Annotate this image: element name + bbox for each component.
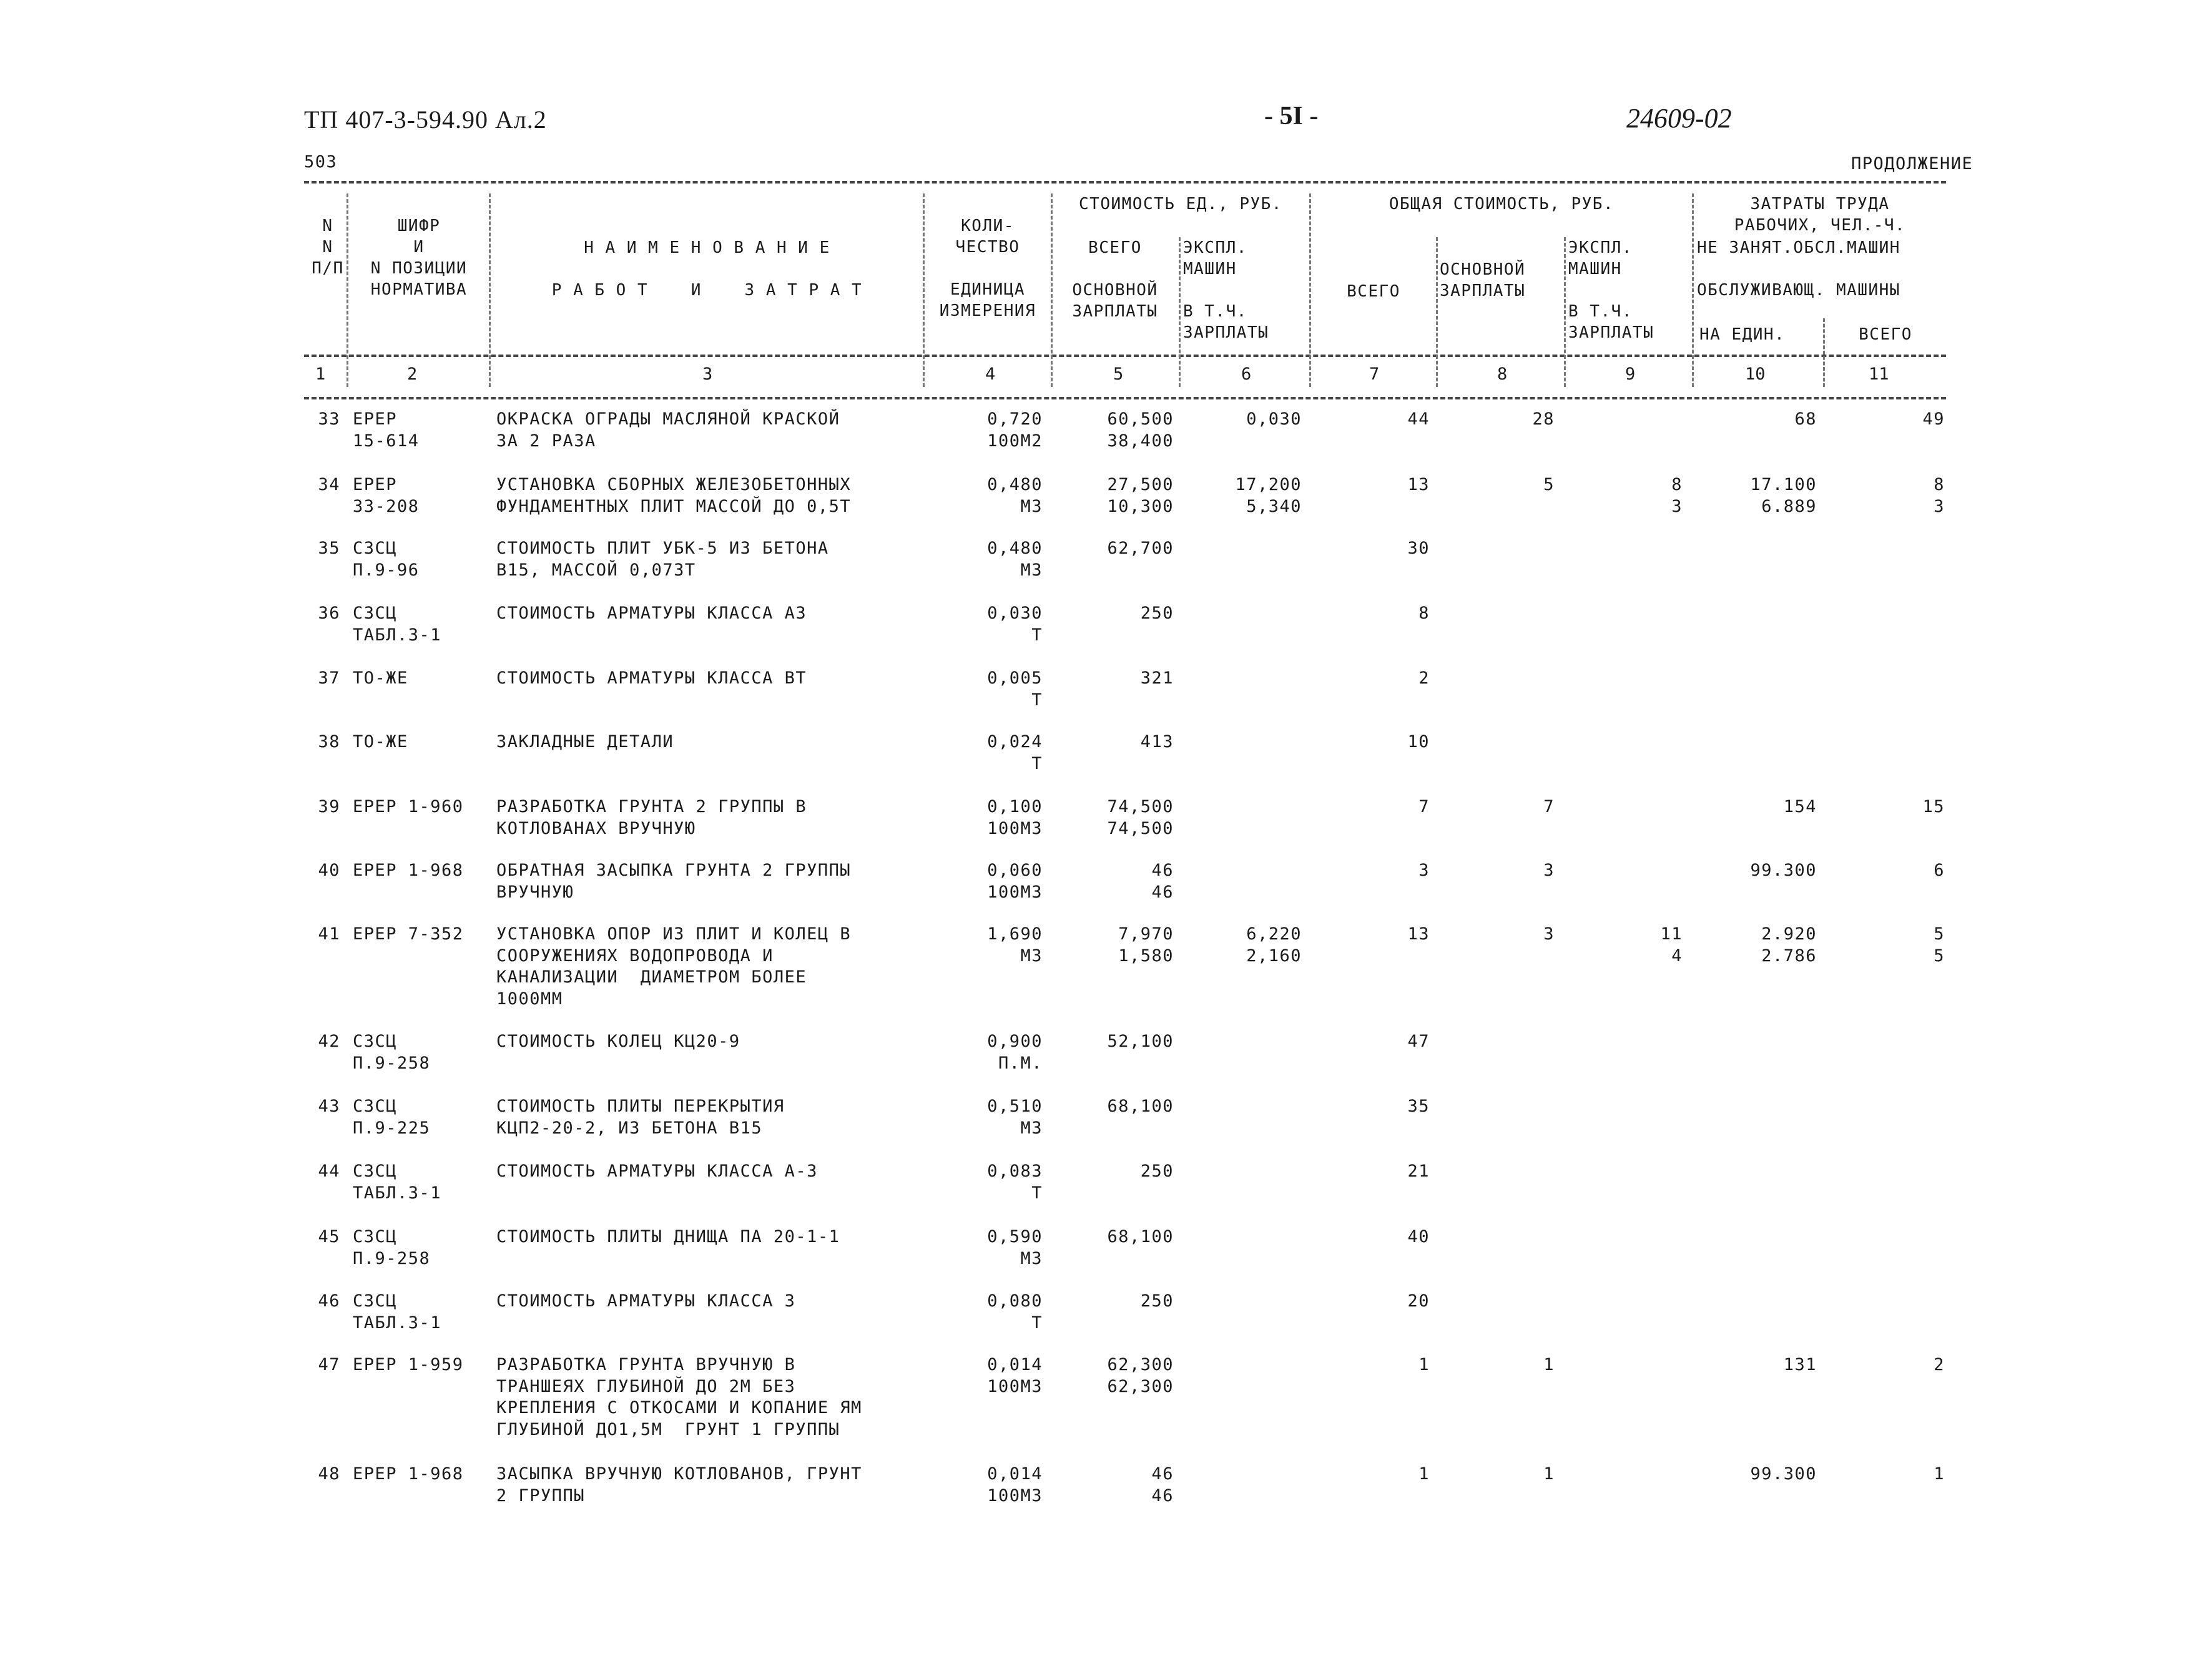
unit-cost-total: 68,100 (1107, 1097, 1174, 1116)
norm-code: ТО-ЖЕ (353, 668, 408, 688)
unit-cost-total: 27,500 10,300 (1107, 475, 1174, 516)
norm-code: ЕРЕР 33-208 (353, 475, 420, 516)
norm-code: СЗСЦ П.9-225 (353, 1097, 431, 1138)
unit-cost-total: 46 46 (1151, 1464, 1174, 1505)
row-number: 43 (318, 1097, 340, 1116)
quantity-unit: 0,060 100М3 (987, 861, 1043, 902)
work-name: УСТАНОВКА ОПОР ИЗ ПЛИТ И КОЛЕЦ В СООРУЖЕНИЯХ ВОДОПРОВОДА И КАНАЛИЗАЦИИ ДИАМЕТРОМ БОЛЕЕ 1000ММ (496, 924, 852, 1009)
labor-total: 15 (1922, 797, 1945, 816)
work-name: СТОИМОСТЬ АРМАТУРЫ КЛАССА А-3 (496, 1162, 818, 1181)
table-top-rule (304, 181, 1946, 184)
total-base-salary: 7 (1543, 797, 1555, 816)
quantity-unit: 0,900 П.М. (987, 1032, 1043, 1073)
unit-cost-total: 7,970 1,580 (1118, 924, 1174, 966)
total-cost: 10 (1407, 732, 1430, 751)
total-cost: 3 (1418, 861, 1430, 880)
unit-cost-total: 250 (1140, 1162, 1174, 1181)
labor-total: 5 5 (1934, 924, 1945, 966)
work-name: ЗАКЛАДНЫЕ ДЕТАЛИ (496, 732, 674, 751)
total-base-salary: 3 (1543, 861, 1555, 880)
unit-cost-total: 46 46 (1151, 861, 1174, 902)
row-number: 39 (318, 797, 340, 816)
quantity-unit: 0,030 Т (987, 604, 1043, 645)
total-machines: 8 3 (1671, 475, 1683, 516)
labor-per-unit: 68 (1794, 409, 1817, 429)
col-header-code: ШИФР И N ПОЗИЦИИ НОРМАТИВА (370, 217, 468, 299)
work-name: ОКРАСКА ОГРАДЫ МАСЛЯНОЙ КРАСКОЙ ЗА 2 РАЗА (496, 409, 840, 451)
norm-code: ЕРЕР 1-968 (353, 1464, 464, 1484)
row-number: 36 (318, 604, 340, 623)
header-bottom-rule (304, 355, 1946, 357)
norm-code: СЗСЦ П.9-258 (353, 1227, 431, 1268)
unit-cost-total: 250 (1140, 1291, 1174, 1311)
column-number: 11 (1869, 365, 1889, 384)
total-cost: 40 (1407, 1227, 1430, 1246)
norm-code: СЗСЦ П.9-96 (353, 539, 420, 580)
unit-cost-machines: 0,030 (1246, 409, 1302, 429)
row-number: 37 (318, 668, 340, 688)
col-header-total-machines: ЭКСПЛ. МАШИН В Т.Ч. ЗАРПЛАТЫ (1568, 238, 1654, 342)
unit-cost-machines: 6,220 2,160 (1246, 924, 1302, 966)
labor-total: 49 (1922, 409, 1945, 429)
total-cost: 21 (1407, 1162, 1430, 1181)
column-numbers-rule (304, 397, 1946, 399)
total-cost: 8 (1418, 604, 1430, 623)
row-number: 46 (318, 1291, 340, 1311)
total-base-salary: 28 (1532, 409, 1555, 429)
labor-per-unit: 2.920 2.786 (1761, 924, 1817, 966)
total-cost: 35 (1407, 1097, 1430, 1116)
page-number: - 5I - (1264, 102, 1319, 130)
labor-per-unit: 17.100 6.889 (1750, 475, 1817, 516)
column-number: 2 (407, 365, 418, 384)
quantity-unit: 0,080 Т (987, 1291, 1043, 1333)
col-header-quantity: КОЛИ- ЧЕСТВО ЕДИНИЦА ИЗМЕРЕНИЯ (939, 217, 1036, 320)
document-code: ТП 407-3-594.90 Ал.2 (304, 105, 547, 134)
col-header-labor-unit: НА ЕДИН. (1699, 325, 1786, 344)
column-number: 1 (315, 365, 326, 384)
norm-code: ТО-ЖЕ (353, 732, 408, 751)
unit-cost-total: 52,100 (1107, 1032, 1174, 1051)
work-name: СТОИМОСТЬ КОЛЕЦ КЦ20-9 (496, 1032, 740, 1051)
col-header-labor-total: ВСЕГО (1859, 325, 1912, 344)
group-header-labor: ЗАТРАТЫ ТРУДА РАБОЧИХ, ЧЕЛ.-Ч. (1734, 195, 1906, 235)
col-header-npp: N N П/П (312, 217, 344, 278)
quantity-unit: 0,480 М3 (987, 539, 1043, 580)
total-cost: 1 (1418, 1464, 1430, 1484)
quantity-unit: 0,590 М3 (987, 1227, 1043, 1268)
column-separator (1823, 318, 1825, 387)
work-name: ОБРАТНАЯ ЗАСЫПКА ГРУНТА 2 ГРУППЫ ВРУЧНУЮ (496, 861, 852, 902)
quantity-unit: 0,024 Т (987, 732, 1043, 773)
quantity-unit: 0,510 М3 (987, 1097, 1043, 1138)
labor-total: 2 (1934, 1355, 1945, 1374)
column-number: 6 (1241, 365, 1252, 384)
total-cost: 20 (1407, 1291, 1430, 1311)
labor-per-unit: 131 (1783, 1355, 1817, 1374)
unit-cost-total: 321 (1140, 668, 1174, 688)
norm-code: ЕРЕР 1-960 (353, 797, 464, 816)
norm-code: ЕРЕР 1-968 (353, 861, 464, 880)
total-cost: 2 (1418, 668, 1430, 688)
work-name: РАЗРАБОТКА ГРУНТА 2 ГРУППЫ В КОТЛОВАНАХ ВРУЧНУЮ (496, 797, 807, 838)
col-header-name: Н А И М Е Н О В А Н И Е Р А Б О Т И З А Т Р А Т (551, 238, 863, 300)
norm-code: СЗСЦ ТАБЛ.3-1 (353, 1162, 442, 1203)
row-number: 48 (318, 1464, 340, 1484)
total-base-salary: 1 (1543, 1355, 1555, 1374)
quantity-unit: 0,083 Т (987, 1162, 1043, 1203)
column-number: 4 (985, 365, 996, 384)
total-cost: 44 (1407, 409, 1430, 429)
norm-code: ЕРЕР 15-614 (353, 409, 420, 451)
col-header-unit-total: ВСЕГО ОСНОВНОЙ ЗАРПЛАТЫ (1072, 238, 1158, 321)
column-number: 9 (1625, 365, 1636, 384)
group-header-total-cost: ОБЩАЯ СТОИМОСТЬ, РУБ. (1389, 195, 1615, 213)
group-header-unit-cost: СТОИМОСТЬ ЕД., РУБ. (1079, 195, 1282, 213)
row-number: 44 (318, 1162, 340, 1181)
column-number: 7 (1369, 365, 1380, 384)
column-separator (347, 193, 348, 387)
norm-code: СЗСЦ П.9-258 (353, 1032, 431, 1073)
labor-per-unit: 99.300 (1750, 861, 1817, 880)
labor-total: 1 (1934, 1464, 1945, 1484)
sheet-number: 503 (304, 152, 338, 172)
quantity-unit: 0,005 Т (987, 668, 1043, 710)
column-separator (1179, 237, 1181, 387)
norm-code: СЗСЦ ТАБЛ.3-1 (353, 1291, 442, 1333)
unit-cost-total: 68,100 (1107, 1227, 1174, 1246)
labor-total: 8 3 (1934, 475, 1945, 516)
norm-code: СЗСЦ ТАБЛ.3-1 (353, 604, 442, 645)
column-separator (1436, 237, 1438, 387)
row-number: 40 (318, 861, 340, 880)
total-base-salary: 1 (1543, 1464, 1555, 1484)
total-cost: 30 (1407, 539, 1430, 558)
work-name: СТОИМОСТЬ ПЛИТЫ ПЕРЕКРЫТИЯ КЦП2-20-2, ИЗ БЕТОНА В15 (496, 1097, 785, 1138)
labor-per-unit: 99.300 (1750, 1464, 1817, 1484)
labor-total: 6 (1934, 861, 1945, 880)
total-machines: 11 4 (1660, 924, 1683, 966)
column-separator (923, 193, 925, 387)
unit-cost-total: 250 (1140, 604, 1174, 623)
row-number: 33 (318, 409, 340, 429)
total-cost: 13 (1407, 924, 1430, 944)
column-separator (489, 193, 491, 387)
work-name: СТОИМОСТЬ АРМАТУРЫ КЛАССА 3 (496, 1291, 796, 1311)
total-base-salary: 3 (1543, 924, 1555, 944)
quantity-unit: 0,100 100М3 (987, 797, 1043, 838)
work-name: ЗАСЫПКА ВРУЧНУЮ КОТЛОВАНОВ, ГРУНТ 2 ГРУППЫ (496, 1464, 862, 1505)
quantity-unit: 0,720 100М2 (987, 409, 1043, 451)
total-cost: 7 (1418, 797, 1430, 816)
total-base-salary: 5 (1543, 475, 1555, 494)
column-number: 10 (1745, 365, 1766, 384)
group-header-labor-sub: НЕ ЗАНЯТ.ОБСЛ.МАШИН ОБСЛУЖИВАЮЩ. МАШИНЫ (1697, 238, 1900, 300)
row-number: 34 (318, 475, 340, 494)
quantity-unit: 0,014 100М3 (987, 1464, 1043, 1505)
labor-per-unit: 154 (1783, 797, 1817, 816)
column-number: 8 (1497, 365, 1508, 384)
total-cost: 13 (1407, 475, 1430, 494)
unit-cost-total: 62,700 (1107, 539, 1174, 558)
quantity-unit: 1,690 М3 (987, 924, 1043, 966)
work-name: СТОИМОСТЬ АРМАТУРЫ КЛАССА ВТ (496, 668, 807, 688)
work-name: СТОИМОСТЬ АРМАТУРЫ КЛАССА А3 (496, 604, 807, 623)
work-name: РАЗРАБОТКА ГРУНТА ВРУЧНУЮ В ТРАНШЕЯХ ГЛУБИНОЙ ДО 2М БЕЗ КРЕПЛЕНИЯ С ОТКОСАМИ И КОПАНИЕ ЯМ ГЛУБИНОЙ ДО1,5М ГРУНТ 1 ГРУППЫ (496, 1355, 862, 1439)
unit-cost-total: 74,500 74,500 (1107, 797, 1174, 838)
row-number: 47 (318, 1355, 340, 1374)
row-number: 38 (318, 732, 340, 751)
col-header-unit-machines: ЭКСПЛ. МАШИН В Т.Ч. ЗАРПЛАТЫ (1183, 238, 1269, 342)
unit-cost-total: 413 (1140, 732, 1174, 751)
col-header-total-base: ОСНОВНОЙ ЗАРПЛАТЫ (1440, 260, 1526, 300)
row-number: 41 (318, 924, 340, 944)
work-name: СТОИМОСТЬ ПЛИТ УБК-5 ИЗ БЕТОНА В15, МАССОЙ 0,073Т (496, 539, 829, 580)
document-number: 24609-02 (1626, 103, 1732, 134)
continuation-label: ПРОДОЛЖЕНИЕ (1851, 154, 1974, 174)
norm-code: ЕРЕР 7-352 (353, 924, 464, 944)
row-number: 45 (318, 1227, 340, 1246)
total-cost: 1 (1418, 1355, 1430, 1374)
col-header-total: ВСЕГО (1347, 282, 1400, 301)
row-number: 42 (318, 1032, 340, 1051)
quantity-unit: 0,480 М3 (987, 475, 1043, 516)
column-number: 5 (1113, 365, 1124, 384)
column-number: 3 (702, 365, 713, 384)
norm-code: ЕРЕР 1-959 (353, 1355, 464, 1374)
unit-cost-total: 62,300 62,300 (1107, 1355, 1174, 1396)
total-cost: 47 (1407, 1032, 1430, 1051)
work-name: СТОИМОСТЬ ПЛИТЫ ДНИЩА ПА 20-1-1 (496, 1227, 840, 1246)
unit-cost-total: 60,500 38,400 (1107, 409, 1174, 451)
quantity-unit: 0,014 100М3 (987, 1355, 1043, 1396)
row-number: 35 (318, 539, 340, 558)
work-name: УСТАНОВКА СБОРНЫХ ЖЕЛЕЗОБЕТОННЫХ ФУНДАМЕНТНЫХ ПЛИТ МАССОЙ ДО 0,5Т (496, 475, 852, 516)
unit-cost-machines: 17,200 5,340 (1235, 475, 1302, 516)
